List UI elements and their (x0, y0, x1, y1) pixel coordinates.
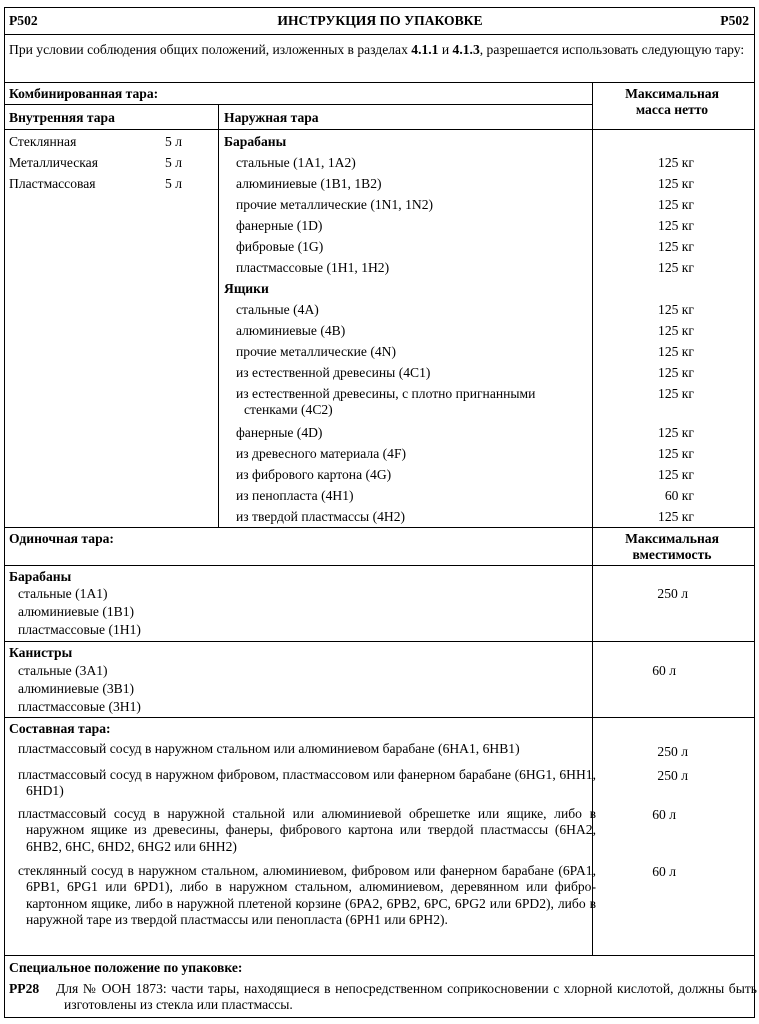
single-jerrican-item: алюминиевые (3B1) (18, 681, 135, 696)
composite-capacity: 250 л (657, 768, 688, 783)
rule-bottom (4, 1017, 755, 1018)
composite-item: пластмассовый сосуд в наружной стальной или алюминиевой обрешетке или ящике, либо в наружном ящике из древесины, фанеры, фибрового картона или твердой пластмассы (6HA2, 6HB2, 6HC, 6HD2, 6HG2 или 6HH2) (18, 806, 596, 854)
outer-item: из твердой пластмассы (4H2) (236, 509, 406, 524)
outer-item: алюминиевые (4B) (236, 323, 346, 338)
rule-inner-outer (218, 104, 219, 527)
intro-ref-1: 4.1.1 (411, 42, 439, 57)
mass-value: 125 кг (658, 425, 694, 440)
special-code: PP28 (9, 981, 40, 996)
outer-item: фанерные (4D) (236, 425, 323, 440)
inner-name: Стеклянная (9, 134, 77, 149)
composite-capacity: 250 л (657, 744, 688, 759)
rule-right (754, 7, 755, 1018)
outer-item: прочие металлические (4N) (236, 344, 397, 359)
outer-item: из естественной древесины (4C1) (236, 365, 431, 380)
outer-item: из фибрового картона (4G) (236, 467, 392, 482)
mass-value: 125 кг (658, 197, 694, 212)
outer-item: стальные (4A) (236, 302, 319, 317)
code-right: P502 (720, 13, 749, 28)
combined-heading: Комбинированная тара: (9, 86, 159, 101)
outer-item: фанерные (1D) (236, 218, 323, 233)
inner-header: Внутренняя тара (9, 110, 115, 125)
single-jerricans-heading: Канистры (9, 645, 73, 660)
rule-special (4, 955, 755, 956)
composite-capacity: 60 л (652, 864, 676, 879)
intro-ref-2: 4.1.3 (452, 42, 480, 57)
combined-max-header: Максимальная масса нетто (625, 86, 719, 118)
outer-item: пластмассовые (1H1, 1H2) (236, 260, 390, 275)
mass-value: 125 кг (658, 467, 694, 482)
page-title: ИНСТРУКЦИЯ ПО УПАКОВКЕ (277, 13, 483, 28)
single-drum-item: пластмассовые (1H1) (18, 622, 141, 637)
intro-before: При условии соблюдения общих положений, изложенных в разделах (9, 42, 412, 57)
code-left: P502 (9, 13, 38, 28)
rule-intro (4, 82, 755, 83)
intro-and: и (438, 42, 453, 57)
mass-value: 125 кг (658, 323, 694, 338)
single-drums-heading: Барабаны (9, 569, 72, 584)
inner-volume: 5 л (165, 155, 182, 170)
outer-boxes-heading: Ящики (224, 281, 269, 296)
rule-left (4, 7, 5, 1018)
outer-item: алюминиевые (1B1, 1B2) (236, 176, 382, 191)
mass-value: 125 кг (658, 344, 694, 359)
single-drum-item: алюминиевые (1B1) (18, 604, 135, 619)
composite-item: пластмассовый сосуд в наружном стальном или алюминиевом барабане (6HA1, 6HB1) (18, 741, 520, 756)
rule-top (4, 7, 755, 8)
rule-single-header (4, 565, 755, 566)
special-text: Для № ООН 1873: части тары, находящиеся в непосредственном соприкосновении с хлорной кислотой, должны быть изготовлены из стекла или пластмассы. (56, 981, 757, 1013)
composite-item: пластмассовый сосуд в наружном фибровом, пластмассовом или фанерном барабане (6HG1, 6HH1, 6HD1) (18, 767, 596, 799)
rule-jerricans (4, 641, 755, 642)
intro-text (9, 42, 749, 58)
intro-after: , разрешается использовать следующую тару: (479, 42, 745, 57)
composite-item: стеклянный сосуд в наружном стальном, алюминиевом, фибровом или фанерном барабане (6PA1, 6PB1, 6PG1 или 6PD1), либо в наружном стальном, алюминиевом, деревянном или фибро-картонном ящике, либо в наружной плетеной корзине (6PA2, 6PB2, 6PC, 6PG2 или 6PD2), либо в наружной таре из твердой пластмассы или пенопласта (6PH1 или 6PH2). (18, 863, 596, 927)
rule-combined-header (4, 129, 755, 130)
outer-item: из древесного материала (4F) (236, 446, 407, 461)
outer-item: фибровые (1G) (236, 239, 324, 254)
single-heading: Одиночная тара: (9, 531, 114, 546)
rule-single (4, 527, 755, 528)
single-drums-capacity: 250 л (657, 586, 688, 601)
composite-capacity: 60 л (652, 807, 676, 822)
mass-value: 125 кг (658, 509, 694, 524)
single-max-header: Максимальная вместимость (625, 531, 719, 563)
outer-header: Наружная тара (224, 110, 319, 125)
outer-drums-heading: Барабаны (224, 134, 287, 149)
outer-item: из естественной древесины, с плотно пригнанными стенками (4C2) (236, 386, 536, 418)
special-heading: Специальное положение по упаковке: (9, 960, 243, 975)
rule-composite (4, 717, 755, 718)
inner-volume: 5 л (165, 134, 182, 149)
inner-name: Пластмассовая (9, 176, 96, 191)
outer-item: прочие металлические (1N1, 1N2) (236, 197, 434, 212)
outer-item: из пенопласта (4H1) (236, 488, 354, 503)
composite-heading: Составная тара: (9, 721, 111, 736)
mass-value: 125 кг (658, 446, 694, 461)
mass-value: 125 кг (658, 260, 694, 275)
mass-value: 125 кг (658, 302, 694, 317)
outer-item: стальные (1A1, 1A2) (236, 155, 356, 170)
mass-value: 125 кг (658, 239, 694, 254)
rule-header (4, 34, 755, 35)
rule-combined-sub (4, 104, 593, 105)
inner-name: Металлическая (9, 155, 98, 170)
mass-value: 125 кг (658, 155, 694, 170)
mass-value: 125 кг (658, 176, 694, 191)
single-jerrican-item: стальные (3A1) (18, 663, 108, 678)
mass-value: 125 кг (658, 218, 694, 233)
inner-volume: 5 л (165, 176, 182, 191)
mass-value: 125 кг (658, 365, 694, 380)
single-jerricans-capacity: 60 л (652, 663, 676, 678)
mass-value: 60 кг (664, 488, 694, 503)
single-jerrican-item: пластмассовые (3H1) (18, 699, 141, 714)
single-drum-item: стальные (1A1) (18, 586, 108, 601)
mass-value: 125 кг (658, 386, 694, 401)
